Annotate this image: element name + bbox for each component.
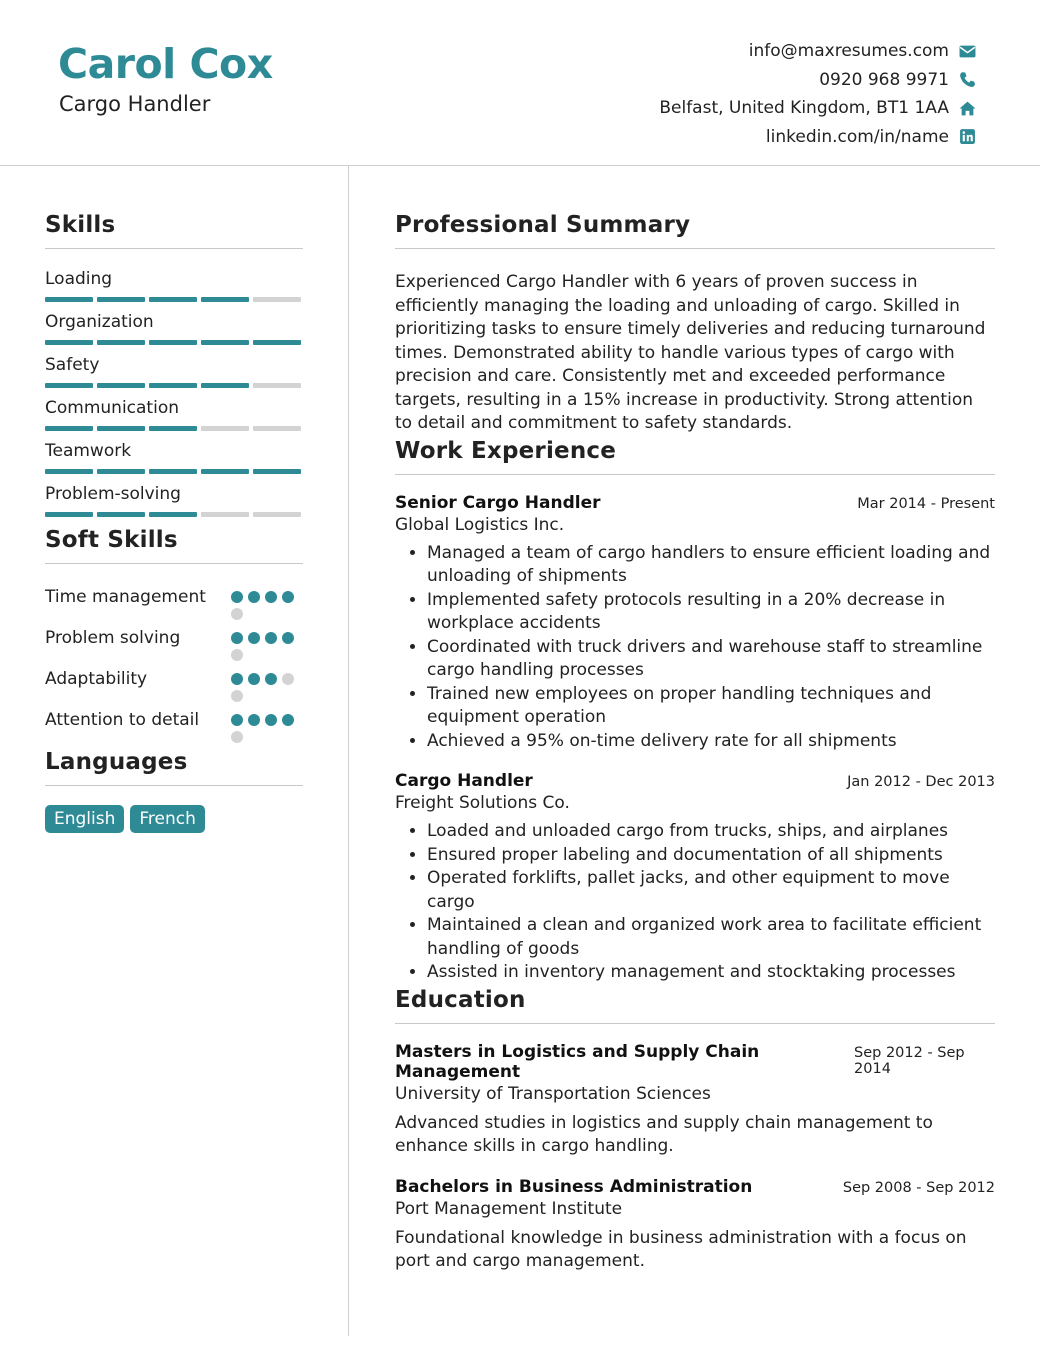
education-title: Education	[395, 987, 995, 1024]
skill-level-segment	[149, 383, 197, 388]
skill-level-segment	[45, 297, 93, 302]
skill-level-segment	[149, 512, 197, 517]
resume-header	[0, 0, 1040, 166]
education-school: Port Management Institute	[395, 1198, 623, 1219]
skill-name: Teamwork	[45, 441, 132, 461]
education-entry	[395, 1042, 995, 1159]
soft-skill-rating	[231, 626, 303, 661]
contact-address	[659, 94, 976, 123]
skill-level-segment	[97, 426, 145, 431]
skill-level-bar	[45, 383, 303, 388]
skill-level-segment	[149, 426, 197, 431]
soft-skill-rating	[231, 708, 303, 743]
rating-dot	[282, 673, 294, 685]
skill-level-segment	[201, 340, 249, 345]
skill-level-segment	[97, 340, 145, 345]
contact-email-text: info@maxresumes.com	[748, 41, 949, 62]
rating-dot	[231, 673, 243, 685]
right-column	[395, 212, 995, 1274]
skill-item	[45, 484, 303, 527]
experience-title: Work Experience	[395, 438, 995, 475]
skills-list	[45, 269, 303, 527]
contact-phone-text: 0920 968 9971	[819, 69, 949, 90]
soft-skill-item	[45, 585, 303, 620]
skill-level-segment	[97, 383, 145, 388]
skill-level-segment	[201, 426, 249, 431]
skill-name: Safety	[45, 355, 100, 375]
skill-item	[45, 312, 303, 355]
skill-level-segment	[45, 426, 93, 431]
education-school: University of Transportation Sciences	[395, 1083, 711, 1104]
skill-level-segment	[253, 512, 301, 517]
contact-list	[659, 37, 976, 151]
skill-level-segment	[97, 512, 145, 517]
job-header	[395, 493, 995, 513]
rating-dot	[282, 632, 294, 644]
languages-list	[45, 805, 303, 833]
skill-item	[45, 398, 303, 441]
contact-email[interactable]	[659, 37, 976, 66]
experience-list	[395, 493, 995, 985]
soft-skill-item	[45, 667, 303, 702]
soft-skill-rating	[231, 585, 303, 620]
contact-linkedin-text: linkedin.com/in/name	[765, 126, 949, 147]
rating-dot	[282, 591, 294, 603]
skill-level-segment	[201, 383, 249, 388]
job-dates: Mar 2014 - Present	[857, 495, 995, 512]
home-icon	[958, 99, 976, 117]
skill-item	[45, 355, 303, 398]
envelope-icon	[958, 42, 976, 60]
rating-dot	[231, 608, 243, 620]
contact-address-text: Belfast, United Kingdom, BT1 1AA	[659, 98, 949, 119]
skill-name: Loading	[45, 269, 113, 289]
skill-name: Problem-solving	[45, 484, 181, 504]
rating-dot	[248, 591, 260, 603]
skill-level-segment	[253, 469, 301, 474]
rating-dot	[231, 690, 243, 702]
language-tag: French	[130, 805, 205, 833]
education-dates: Sep 2012 - Sep 2014	[854, 1044, 965, 1077]
rating-dot	[265, 714, 277, 726]
skill-name: Organization	[45, 312, 154, 332]
skill-level-segment	[201, 469, 249, 474]
column-divider	[348, 166, 349, 1336]
skill-level-segment	[253, 383, 301, 388]
skill-level-segment	[45, 512, 93, 517]
rating-dot	[282, 714, 294, 726]
education-description: Advanced studies in logistics and supply chain management to enhance skills in cargo handling.	[395, 1112, 933, 1156]
job-bullet: • Maintained a clean and organized work area to facilitate efficient handling of goods	[427, 914, 995, 961]
rating-dot	[248, 714, 260, 726]
soft-skill-item	[45, 708, 303, 743]
job-header	[395, 771, 995, 791]
education-entry	[395, 1177, 995, 1274]
skill-name: Communication	[45, 398, 179, 418]
job-entry	[395, 771, 995, 985]
skill-level-segment	[201, 512, 249, 517]
job-bullet: • Operated forklifts, pallet jacks, and other equipment to move cargo	[427, 867, 995, 914]
soft-skill-item	[45, 626, 303, 661]
soft-skills-title: Soft Skills	[45, 527, 303, 564]
candidate-name: Carol Cox	[58, 40, 273, 88]
education-degree: Bachelors in Business Administration	[395, 1176, 753, 1197]
job-title: Senior Cargo Handler	[395, 492, 601, 513]
soft-skill-name: Adaptability	[45, 669, 148, 689]
job-bullet: • Ensured proper labeling and documentation of all shipments	[427, 844, 995, 868]
contact-phone[interactable]	[659, 66, 976, 95]
job-bullet: • Coordinated with truck drivers and warehouse staff to streamline cargo handling processes	[427, 636, 995, 683]
job-bullet: • Implemented safety protocols resulting in a 20% decrease in workplace accidents	[427, 589, 995, 636]
rating-dot	[248, 673, 260, 685]
skill-item	[45, 441, 303, 484]
education-list	[395, 1042, 995, 1274]
rating-dot	[231, 632, 243, 644]
skills-title: Skills	[45, 212, 303, 249]
soft-skill-rating	[231, 667, 303, 702]
skill-level-segment	[253, 297, 301, 302]
job-dates: Jan 2012 - Dec 2013	[847, 774, 995, 790]
left-column	[45, 212, 303, 833]
soft-skills-list	[45, 585, 303, 743]
skill-level-bar	[45, 297, 303, 302]
soft-skill-name: Problem solving	[45, 628, 181, 648]
skill-level-segment	[149, 340, 197, 345]
skill-level-segment	[45, 469, 93, 474]
skill-level-segment	[149, 297, 197, 302]
job-entry	[395, 493, 995, 754]
job-bullet: • Assisted in inventory management and stocktaking processes	[427, 961, 995, 985]
phone-icon	[958, 71, 976, 89]
summary-text: Experienced Cargo Handler with 6 years of proven success in efficiently managing the loading and unloading of cargo. Skilled in prioritizing tasks to ensure timely deliveries and reducing turnaround times. Demonstrated ability to handle various types of cargo with precision and care. Consistently met and exceeded performance targets, resulting in a 15% increase in productivity. Strong attention to detail and commitment to safety standards.	[395, 272, 986, 433]
soft-skill-name: Attention to detail	[45, 710, 200, 730]
rating-dot	[265, 632, 277, 644]
education-header	[395, 1177, 995, 1197]
skill-level-bar	[45, 426, 303, 431]
job-bullets	[395, 820, 995, 985]
rating-dot	[265, 591, 277, 603]
job-bullets	[395, 542, 995, 754]
rating-dot	[231, 591, 243, 603]
rating-dot	[248, 632, 260, 644]
job-company: Freight Solutions Co.	[395, 793, 570, 813]
rating-dot	[265, 673, 277, 685]
job-bullet: • Achieved a 95% on-time delivery rate for all shipments	[427, 730, 995, 754]
language-tag: English	[45, 805, 124, 833]
education-dates: Sep 2008 - Sep 2012	[842, 1179, 995, 1196]
rating-dot	[231, 714, 243, 726]
job-bullet: • Trained new employees on proper handling techniques and equipment operation	[427, 683, 995, 730]
soft-skill-name: Time management	[45, 587, 206, 607]
skill-level-segment	[45, 340, 93, 345]
summary-title: Professional Summary	[395, 212, 995, 249]
languages-title: Languages	[45, 749, 303, 786]
skill-level-segment	[201, 297, 249, 302]
rating-dot	[231, 649, 243, 661]
skill-level-bar	[45, 340, 303, 345]
skill-level-segment	[149, 469, 197, 474]
candidate-role: Cargo Handler	[59, 92, 211, 116]
skill-level-segment	[97, 469, 145, 474]
job-bullet: • Managed a team of cargo handlers to ensure efficient loading and unloading of shipments	[427, 542, 995, 589]
skill-level-segment	[253, 426, 301, 431]
education-description: Foundational knowledge in business administration with a focus on port and cargo management.	[395, 1227, 967, 1271]
job-bullet: • Loaded and unloaded cargo from trucks, ships, and airplanes	[427, 820, 995, 844]
skill-level-segment	[253, 340, 301, 345]
skill-level-segment	[97, 297, 145, 302]
job-title: Cargo Handler	[395, 771, 533, 791]
skill-level-bar	[45, 469, 303, 474]
skill-level-segment	[45, 383, 93, 388]
education-degree: Masters in Logistics and Supply Chain Management	[395, 1041, 760, 1082]
skill-item	[45, 269, 303, 312]
linkedin-icon	[958, 128, 976, 146]
skill-level-bar	[45, 512, 303, 517]
contact-linkedin[interactable]	[659, 123, 976, 152]
education-header	[395, 1042, 995, 1082]
job-company: Global Logistics Inc.	[395, 514, 565, 535]
rating-dot	[231, 731, 243, 743]
